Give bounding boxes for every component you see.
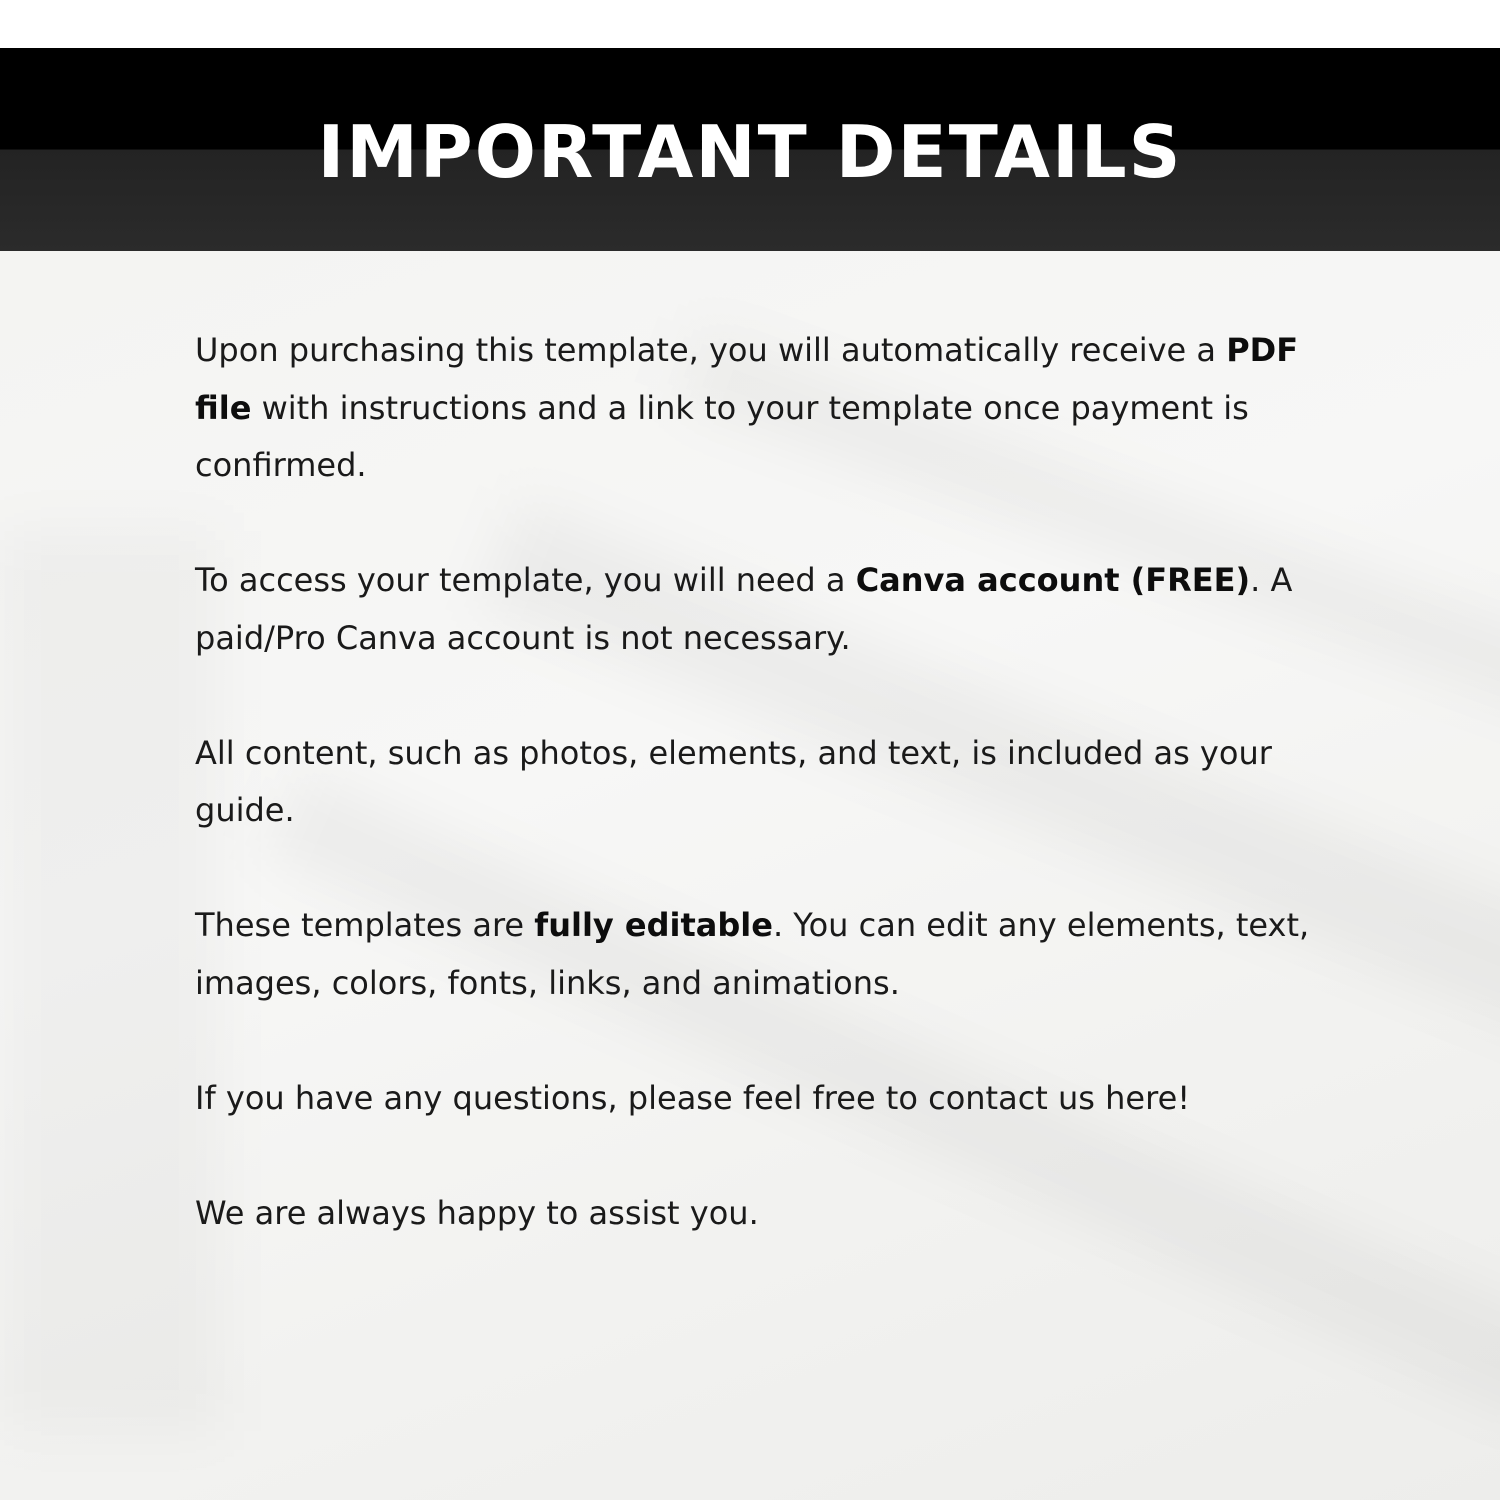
paragraph-canva-account	[195, 552, 1315, 667]
emphasis-fully-editable: fully editable	[534, 906, 773, 944]
emphasis-pdf-file: PDF file	[195, 331, 1299, 427]
top-white-strip	[0, 0, 1500, 48]
page-title: IMPORTANT DETAILS	[317, 110, 1183, 194]
paragraph-text: . A paid/Pro Canva account is not necessary.	[195, 561, 1293, 657]
paragraph-text: These templates are	[195, 906, 535, 944]
shadow-streak	[0, 531, 220, 1431]
paragraph-text: To access your template, you will need a	[195, 561, 856, 599]
paragraph-fully-editable	[195, 897, 1315, 1012]
paragraph-text: Upon purchasing this template, you will automatically receive a	[195, 331, 1227, 369]
paragraph-pdf-file	[195, 322, 1315, 495]
paragraph-content-guide	[195, 725, 1315, 840]
paragraph-text: All content, such as photos, elements, and text, is included as your guide.	[195, 733, 1272, 829]
paragraph-text: If you have any questions, please feel free to contact us here!	[195, 1078, 1191, 1117]
paragraph-text: with instructions and a link to your template once payment is confirmed.	[195, 388, 1249, 484]
emphasis-canva-account: Canva account (FREE)	[855, 561, 1251, 599]
paragraph-text: . You can edit any elements, text, images, colors, fonts, links, and animations.	[195, 906, 1310, 1002]
paragraph-assist	[195, 1185, 1315, 1243]
details-content	[195, 322, 1315, 1300]
paragraph-contact	[195, 1070, 1315, 1128]
paragraph-text: We are always happy to assist you.	[195, 1193, 759, 1232]
